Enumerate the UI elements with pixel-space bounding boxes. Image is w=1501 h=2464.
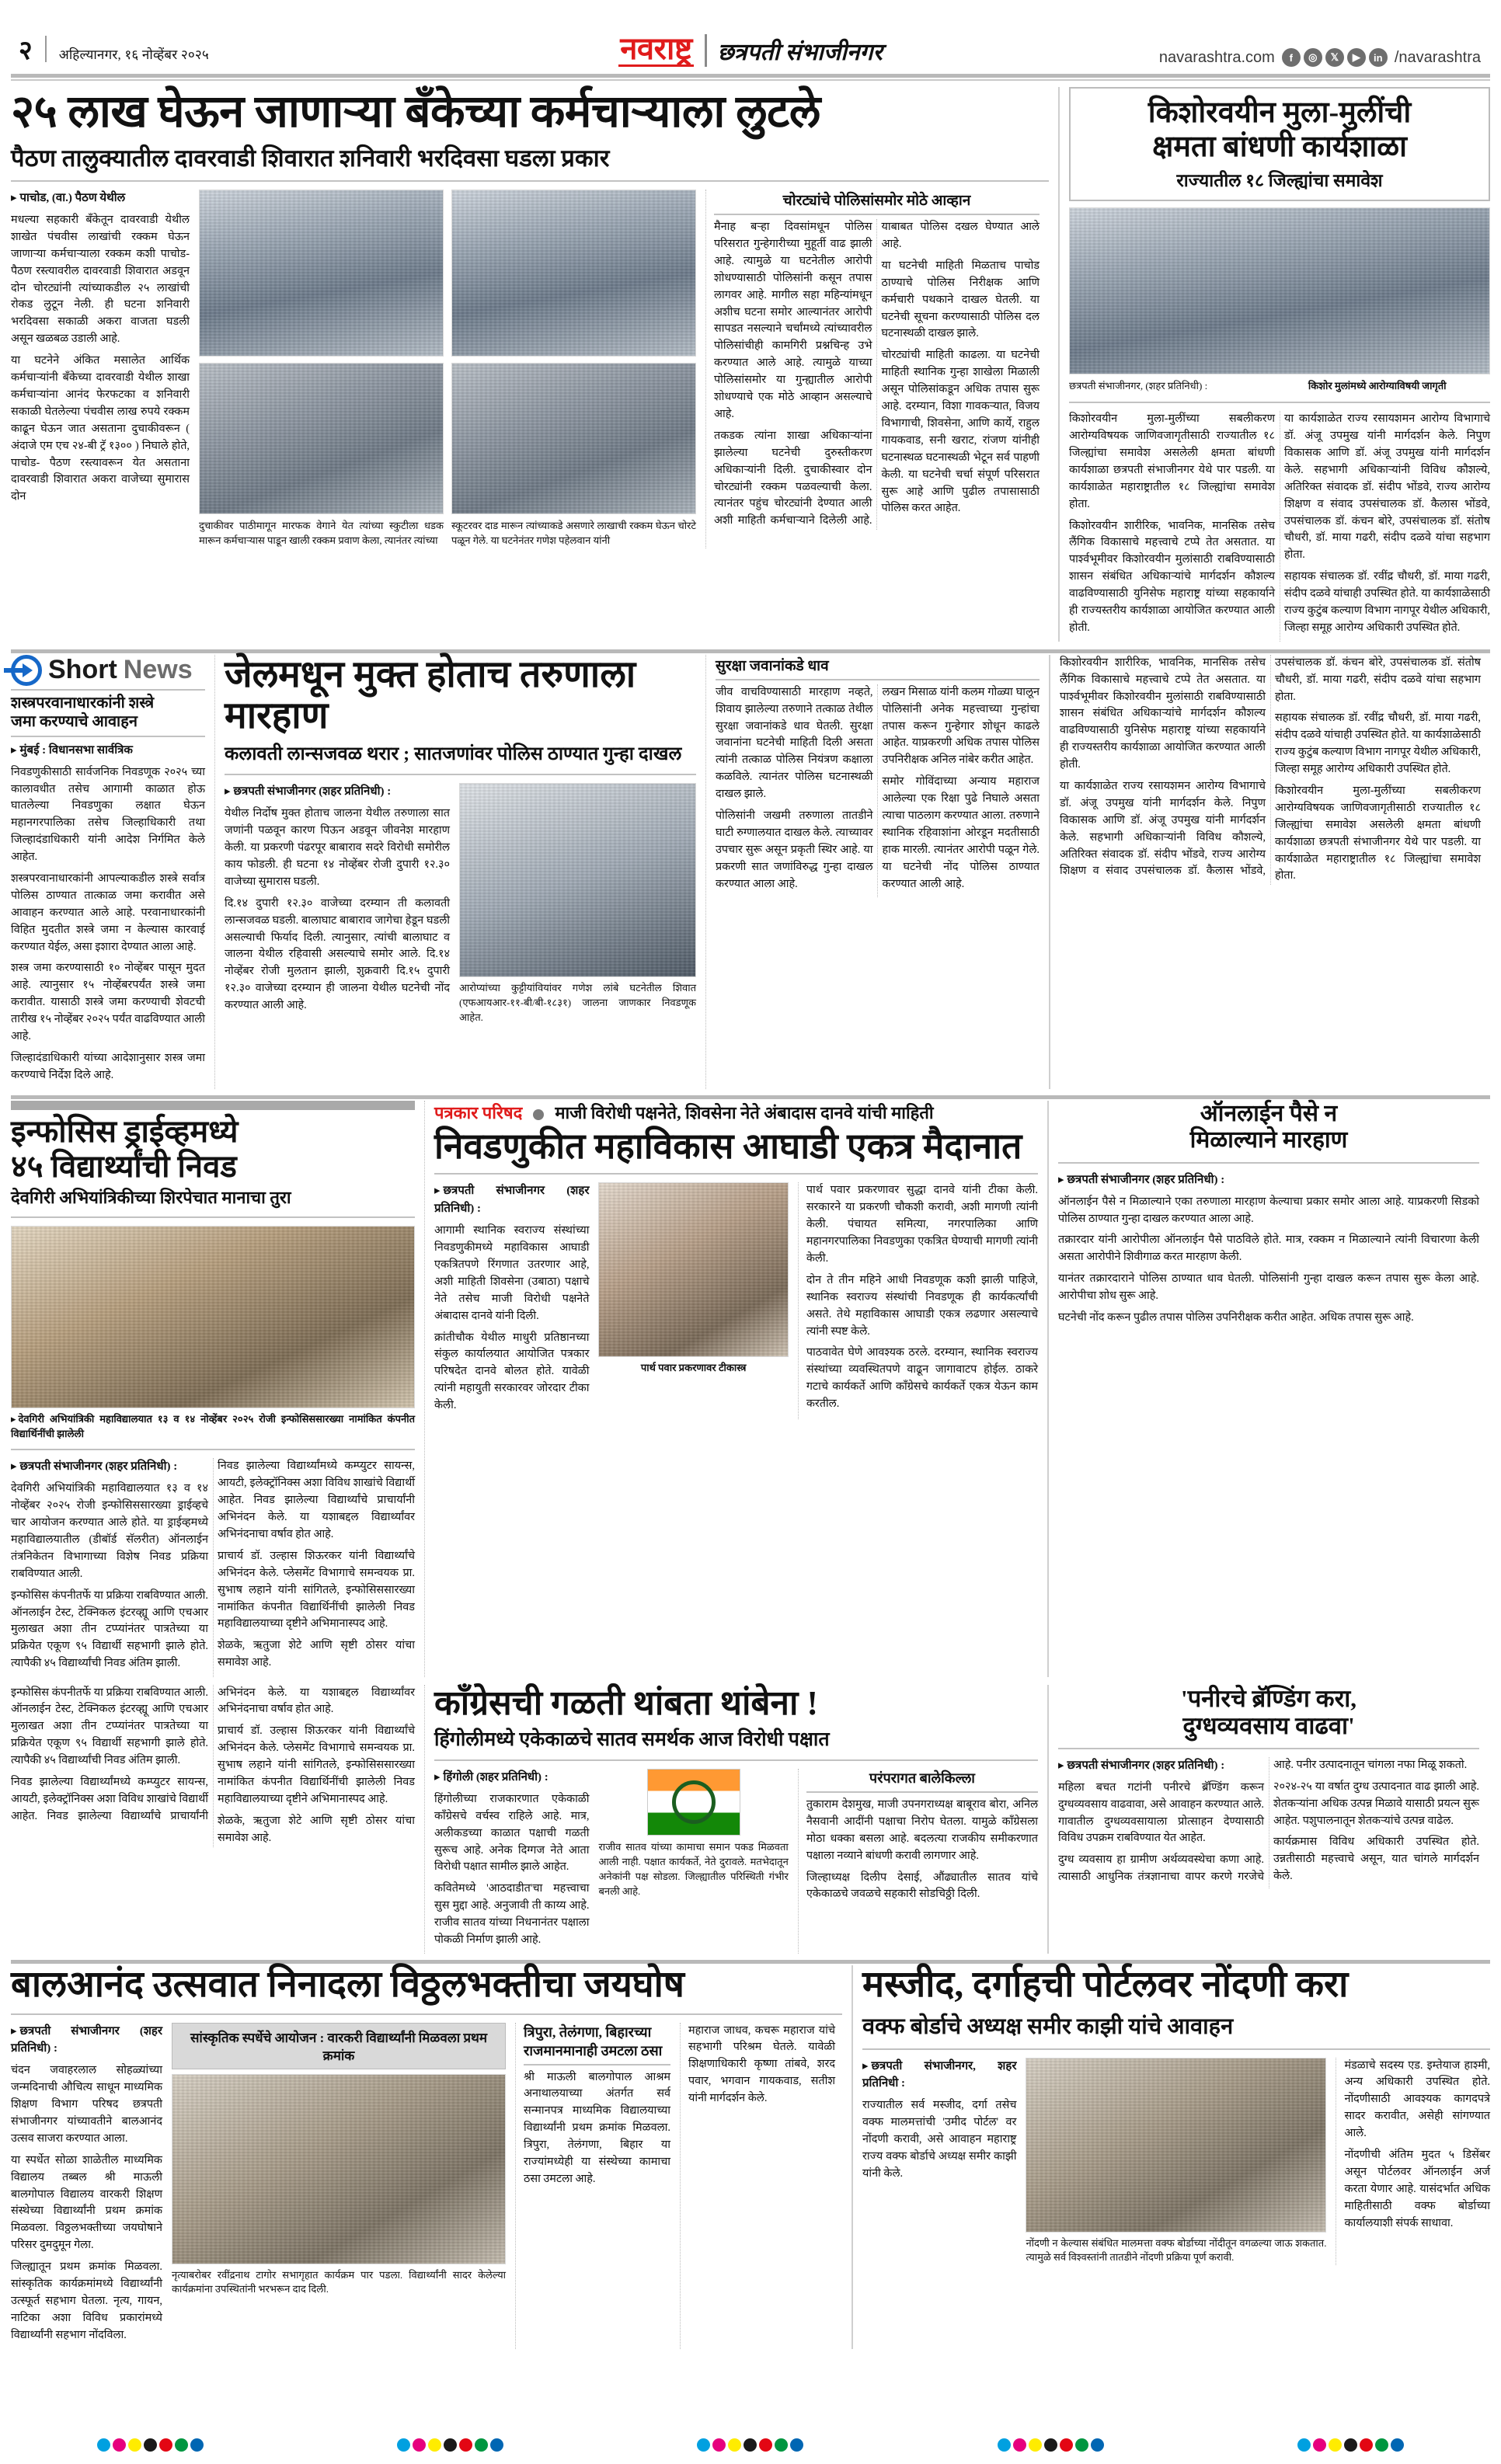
right-mid-story xyxy=(1047,1101,1479,1677)
x-icon[interactable]: 𝕏 xyxy=(1325,48,1344,67)
page-number: २ xyxy=(19,37,33,65)
short-news-block xyxy=(11,655,205,1089)
lead-rule xyxy=(11,180,1049,182)
security-box-title: सुरक्षा जवानांकडे धाव xyxy=(716,657,829,674)
cmyk-swatch xyxy=(998,2438,1011,2452)
cmyk-group xyxy=(1297,2438,1404,2452)
challenge-box xyxy=(705,190,1040,548)
right-mid-byline: ▸ छत्रपती संभाजीनगर (शहर प्रतिनिधी) : xyxy=(1058,1174,1224,1186)
right-top-headline-2: क्षमता बांधणी कार्यशाळा xyxy=(1152,130,1407,163)
security-box xyxy=(705,655,1040,1089)
cmyk-registration-bar xyxy=(0,2438,1501,2452)
press-conf-para-7: पाठवावेत घेणे आवश्यक ठरले. दरम्यान, स्थानिक स्वराज्य संस्थांच्या व्यवस्थितपणे वाढून जागावाटप होईल. ठाकरे गटाचे कार्यकर्ते आणि काँग्रेसचे कार्यकर्ते एकत्र येऊन काम करतील. xyxy=(806,1346,1039,1411)
jail-caption: आरोप्यांच्या कुट्टीयांवियांवर गणेश लांबे घटनेतील शिवात (एफआयआर-११-बी/बी-१८३१) जालना जाणकार निवडणूक आहेत. xyxy=(459,982,696,1024)
bottom-left-col-3 xyxy=(515,2023,670,2349)
right-top-para-1: किशोरवयीन मुला-मुलींच्या सबलीकरण आरोग्यविषयक जाणिवजागृतीसाठी राज्यातील १८ जिल्ह्यांचा समावेश असलेली क्षमता बांधणी कार्यशाळा छत्रपती संभाजीनगर येथे पार पडली. या कार्यशाळेत महाराष्ट्रातील १८ जिल्ह्यांचा समावेश होता. xyxy=(1069,412,1275,510)
bottom-left-story xyxy=(11,1965,842,2349)
cmyk-swatch xyxy=(1044,2438,1057,2452)
right-top-para-4: सहायक संचालक डॉ. रवींद्र चौधरी, डॉ. माया गढरी, संदीप दळवे यांचाही उपस्थित होते. या कार्यशाळेसाठी राज्य कुटुंब कल्याण विभाग नागपूर येथील अधिकारी, जिल्हा समूह आरोग्य अधिकारी उपस्थित होते. xyxy=(1284,570,1490,634)
section-rule-1 xyxy=(11,649,1490,653)
right-top-para-2: किशोरवयीन शारीरिक, भावनिक, मानसिक तसेच लैंगिक विकासाचे महत्त्वाचे टप्पे तेत असतात. या पार्श्वभूमीवर किशोरवयीन मुलांसाठी राबविण्यासाठी शासन संबंधित अधिकाऱ्यांचे मार्गदर्शन कौशल्य वाढविण्यासाठी युनिसेफ महाराष्ट्र यांच्या सहकार्याने ही राज्यस्तरीय कार्यशाळा आयोजित करण्यात आली होती. xyxy=(1069,519,1275,634)
press-conf-photo xyxy=(598,1182,788,1357)
press-conf-rule xyxy=(434,1173,1038,1175)
congress-para-5: जिल्हाध्यक्ष दिलीप देसाई, औंढ्यातील सातव यांचे एकेकाळचे जवळचे सहकारी सोडचिठ्ठी दिली. xyxy=(806,1871,1039,1901)
bottom-right-para-3: मंडळाचे सदस्य एड. इम्तेयाज हाश्मी, अन्य अधिकारी उपस्थित होते. नोंदणीसाठी आवश्यक कागदपत्रे सादर करावीत, असेही सांगण्यात आले. xyxy=(1344,2059,1490,2140)
congress-headline: काँग्रेसची गळती थांबता थांबेना ! xyxy=(434,1683,818,1722)
cmyk-swatch xyxy=(712,2438,726,2452)
paneer-byline: ▸ छत्रपती संभाजीनगर (शहर प्रतिनिधी) : xyxy=(1058,1759,1224,1772)
bottom-right-photo-col xyxy=(1026,2058,1326,2266)
cmyk-group xyxy=(998,2438,1104,2452)
challenge-para-4: चोरट्यांची माहिती काढला. या घटनेची माहिती स्थानिक गुन्हा शाखेला मिळाली असून पोलिसांकडून अधिक तपास सुरू आहे. दरम्यान, विशा गावकऱ्यात, विजय विभागाची, शिवसेना, आणि कार्ये, राहुल गायकवाड, सनी खराट, रांजण यांनीही घटनास्थळ घटनास्थळी भेटून सर्व पाहणी केली. या घटनेची चर्चा संपूर्ण परिसरात सुरू आहे आणि पुढील तपासासाठी पोलिस करत आहेत. xyxy=(881,349,1040,515)
infosys-photo xyxy=(11,1226,415,1408)
challenge-para-2: तकडक त्यांना शाखा अधिकाऱ्यांना झालेल्या घटनेची दुरुस्तीकरण अधिकाऱ्यांनी दिली. दुचाकीस्वार दोन चोरट्यांनी रक्कम पळवल्याची केला. त्यानंतर पहुंच चोरट्यांनी देण्यात आली अशी माहिती कर्मचाऱ्याने दिलेली आहे. याबाबत पोलिस दखल घेण्यात आले आहे. xyxy=(714,221,1040,527)
cmyk-swatch xyxy=(775,2438,788,2452)
short-news-headline-2: जमा करण्याचे आवाहन xyxy=(11,712,138,730)
jail-photo-col xyxy=(459,783,696,1025)
cmyk-swatch xyxy=(790,2438,803,2452)
security-para-4: समोर गोविंदाच्या अन्याय महाराज आलेल्या एक रिक्षा पुढे निघाले असता त्याचा पाठलाग करण्यात आला. तरुणाने स्थानिक रहिवाशांना ओरडून मदतीसाठी हाक मारली. त्यानंतर आरोपी पळून गेले. या घटनेची नोंद पोलिस ठाण्यात करण्यात आली आहे. xyxy=(882,775,1040,890)
cmyk-swatch xyxy=(728,2438,741,2452)
security-para-3: लखन मिसाळ यांनी कलम गोळ्या घालून पोलिसांनी अनेक महत्त्वाच्या गुन्हांचा तपास करून गुन्हेगार शोधून काढले आहेत. याप्रकरणी अधिक तपास पोलिस उपनिरीक्षक अनिल नांबेर करीत आहेत. xyxy=(882,685,1040,767)
third-section xyxy=(11,1101,1490,1677)
short-news-para-3: शस्त्र जमा करण्यासाठी १० नोव्हेंबर पासून मुदत आहे. त्यानुसार १५ नोव्हेंबरपर्यंत शस्त्रे जमा करावीत. यासाठी शस्त्रे जमा करण्याची शेवटची तारीख १५ नोव्हेंबर २०२५ पर्यंत वाढविण्यात आली आहे. xyxy=(11,962,205,1043)
infosys-byline: ▸ छत्रपती संभाजीनगर (शहर प्रतिनिधी) : xyxy=(11,1460,177,1473)
cmyk-group xyxy=(397,2438,503,2452)
cmyk-swatch xyxy=(1013,2438,1026,2452)
jail-para-1: येथील निर्दोष मुक्त होताच जालना येथील तरुणाला सात जणांनी पळवून कारण पिऊन अडवून जीवनेश मारहाण केली. या प्रकरणी पंढरपूर बाबाराव सदरे विरोधी समोरील काय फोडली. ही घटना १४ नोव्हेंबर रोजी दुपारी १२.३० वाजेच्या सुमारास घडली. xyxy=(225,807,450,888)
infosys-cont-para-1: इन्फोसिस कंपनीतर्फे या प्रक्रिया राबविण्यात आली. ऑनलाईन टेस्ट, टेक्निकल इंटरव्ह्यू आणि एचआर मुलाखत अशा तीन टप्प्यांनंतर पात्रतेच्या या प्रक्रियेत एकूण ९५ विद्यार्थी सहभागी झाले होते. त्यापैकी ४५ विद्यार्थ्यांची निवड अंतिम झाली. xyxy=(11,1686,208,1767)
bottom-right-story xyxy=(851,1965,1490,2349)
right-mid-rule xyxy=(1058,1162,1479,1164)
infosys-para-2: इन्फोसिस कंपनीतर्फे या प्रक्रिया राबविण्यात आली. ऑनलाईन टेस्ट, टेक्निकल इंटरव्ह्यू आणि एचआर मुलाखत अशा तीन टप्प्यांनंतर पात्रतेच्या या प्रक्रियेत एकूण ९५ विद्यार्थी सहभागी झाले होते. त्यापैकी ४५ विद्यार्थ्यांची निवड अंतिम झाली. xyxy=(11,1589,208,1670)
press-conf-col-3 xyxy=(798,1182,1038,1419)
jail-rule xyxy=(225,774,696,775)
right-top-byline: छत्रपती संभाजीनगर, (शहर प्रतिनिधी) : xyxy=(1069,380,1208,392)
congress-flag-logo xyxy=(647,1769,740,1836)
masthead-rule-thin xyxy=(11,79,1490,81)
edition-name: छत्रपती संभाजीनगर xyxy=(717,39,883,65)
cmyk-swatch xyxy=(1313,2438,1326,2452)
infosys-cont-para-2: निवड झालेल्या विद्यार्थ्यांमध्ये कम्प्युटर सायन्स, आयटी, इलेक्ट्रॉनिक्स अशा विविध शाखांचे विद्यार्थी आहेत. निवड झालेल्या विद्यार्थ्यांचे प्राचार्यांनी अभिनंदन केले. या यशाबद्दल विद्यार्थ्यांवर अभिनंदनाचा वर्षाव होत आहे. xyxy=(11,1686,415,1822)
masthead xyxy=(11,0,1490,71)
infosys-headline-2: ४५ विद्यार्थ्यांची निवड xyxy=(11,1148,237,1184)
right-mid-para-3: यानंतर तक्रारदाराने पोलिस ठाण्यात धाव घेतली. पोलिसांनी गुन्हा दाखल करून तपास सुरू केला आहे. आरोपीचा शोध सुरू आहे. xyxy=(1058,1272,1479,1303)
congress-logo-col xyxy=(598,1769,788,1954)
cmyk-swatch xyxy=(113,2438,126,2452)
section-rule-3 xyxy=(11,1960,1490,1964)
paneer-headline-1: 'पनीरचे ब्रॅण्डिंग करा, xyxy=(1180,1684,1357,1712)
right-top-rule xyxy=(1069,402,1490,403)
right-top-cont-para-1: किशोरवयीन शारीरिक, भावनिक, मानसिक तसेच लैंगिक विकासाचे महत्त्वाचे टप्पे तेत असतात. या पार्श्वभूमीवर किशोरवयीन मुलांसाठी राबविण्यासाठी शासन संबंधित अधिकाऱ्यांचे मार्गदर्शन कौशल्य वाढविण्यासाठी युनिसेफ महाराष्ट्र यांच्या सहकार्याने ही राज्यस्तरीय कार्यशाळा आयोजित करण्यात आली होती. xyxy=(1060,656,1266,771)
press-conf-caption: पार्थ पवार प्रकरणावर टीकास्त्र xyxy=(640,1362,747,1374)
brand-separator xyxy=(705,34,707,67)
right-mid-headline-1: ऑनलाईन पैसे न xyxy=(1200,1100,1338,1126)
infosys-para-4: प्राचार्य डॉ. उल्हास शिऊरकर यांनी विद्यार्थ्यांचे अभिनंदन केले. प्लेसमेंट विभागाचे समन्वयक प्रा. सुभाष लहाने यांनी सांगितले, इन्फोसिससारख्या नामांकित कंपनीत विद्यार्थिनींची झालेली निवड महाविद्यालयाच्या दृष्टीने अभिमानास्पद आहे. xyxy=(218,1549,415,1630)
cmyk-swatch xyxy=(1091,2438,1104,2452)
paneer-rule xyxy=(1058,1748,1479,1749)
cmyk-swatch xyxy=(175,2438,188,2452)
social-links xyxy=(1282,48,1388,67)
congress-col-3 xyxy=(798,1769,1038,1954)
right-top-cont-para-4: किशोरवयीन मुला-मुलींच्या सबलीकरण आरोग्यविषयक जाणिवजागृतीसाठी राज्यातील १८ जिल्ह्यांचा समावेश असलेली क्षमता बांधणी कार्यशाळा छत्रपती संभाजीनगर येथे पार पडली. या कार्यशाळेत महाराष्ट्रातील १८ जिल्ह्यांचा समावेश होता. xyxy=(1275,785,1481,882)
masthead-right xyxy=(1002,48,1490,67)
press-conf-label: पत्रकार परिषद xyxy=(434,1102,523,1122)
press-conf-headline: निवडणुकीत महाविकास आघाडी एकत्र मैदानात xyxy=(434,1126,1022,1166)
infosys-para-5: शेळके, ऋतुजा शेटे आणि सृष्टी ठोसर यांचा समावेश आहे. xyxy=(218,1639,415,1669)
jail-illustration xyxy=(459,783,696,977)
press-conf-para-5: पार्थ पवार प्रकरणावर सुद्धा दानवे यांनी टीका केली. सरकारने या प्रकरणी चौकशी करावी, अशी मागणी त्यांनी केली. पंचायत समित्या, नगरपालिका आणि महानगरपालिका निवडणुका एकत्रित घेण्याची मागणी त्यांनी केली. xyxy=(806,1184,1039,1265)
cmyk-swatch xyxy=(190,2438,204,2452)
cmyk-swatch xyxy=(759,2438,772,2452)
bottom-right-subhead: वक्फ बोर्डाचे अध्यक्ष समीर काझी यांचे आवाहन xyxy=(862,2013,1234,2039)
congress-para-1: हिंगोलीच्या राजकारणात एकेकाळी काँग्रेसचे वर्चस्व राहिले आहे. मात्र, अलीकडच्या काळात पक्षाची गळती सुरूच आहे. अनेक दिग्गज नेते आता विरोधी पक्षात सामील झाले आहेत. xyxy=(434,1792,590,1874)
challenge-para-1: मैनाह बऱ्हा दिवसांमधून पोलिस परिसरात गुन्हेगारीच्या मुहूर्ती वाढ झाली आहे. त्यामुळे या घटनेतील आरोपी शोधण्यासाठी पोलिसांनी कसून तपास लागवर आहे. मागील सहा महिन्यांमधून अशीच घटना समोर आल्यानंतर आरोपी सापडत नसल्याने चर्चांमध्ये त्यांच्यावरील पोलिसांचीही कामगिरी प्रश्नचिन्ह उभे करण्यात आले आहे. त्यामुळे याच्या पोलिसांसमोर या गुन्ह्यातील आरोपी शोधण्याचे एक मोठे आव्हान असल्याचे आहे. xyxy=(714,221,872,420)
right-top-headline-1: किशोरवयीन मुला-मुलींची xyxy=(1148,96,1412,129)
cmyk-swatch xyxy=(1375,2438,1388,2452)
short-news-rule-2 xyxy=(11,736,205,737)
congress-para-3: राजीव सातव यांच्या कामाचा समान पकड मिळवता आली नाही. पक्षात कार्यकर्ते, नेते दुरावले. मतभेदातून अनेकांनी पक्ष सोडला. जिल्ह्यातील परिस्थिती गंभीर बनली आहे. xyxy=(598,1840,789,1897)
infosys-cont-para-3: प्राचार्य डॉ. उल्हास शिऊरकर यांनी विद्यार्थ्यांचे अभिनंदन केले. प्लेसमेंट विभागाचे समन्वयक प्रा. सुभाष लहाने यांनी सांगितले, इन्फोसिससारख्या नामांकित कंपनीत विद्यार्थिनींची झालेली निवड महाविद्यालयाच्या दृष्टीने अभिमानास्पद आहे. xyxy=(218,1724,415,1805)
right-top-photo xyxy=(1069,207,1490,374)
bottom-right-headline: मस्जीद, दर्गाहची पोर्टलवर नोंदणी करा xyxy=(862,1964,1349,2005)
lead-caption-2: स्कूटरवर दाड मारून त्यांच्याकडे असणारे लाखाची रक्कम घेऊन चोरटे पळून गेले. या घटनेनंतर गणेश पहेलवान यांनी xyxy=(451,520,696,546)
jail-story xyxy=(214,655,696,1089)
bottom-left-para-3: जिल्ह्यातून प्रथम क्रमांक मिळवला. सांस्कृतिक कार्यक्रमांमध्ये विद्यार्थ्यांनी उत्स्फूर्त सहभाग घेतला. नृत्य, गायन, नाटिका अशा विविध प्रकारांमध्ये विद्यार्थ्यांनी सहभाग नोंदविला. xyxy=(11,2260,162,2341)
right-top-continued xyxy=(1049,655,1481,1089)
lead-headline: २५ लाख घेऊन जाणाऱ्या बँकेच्या कर्मचाऱ्याला लुटले xyxy=(11,86,820,137)
cmyk-swatch xyxy=(1029,2438,1042,2452)
security-para-2: पोलिसांनी जखमी तरुणाला तातडीने घाटी रुग्णालयात दाखल केले. त्याच्यावर उपचार सुरू असून प्रकृती स्थिर आहे. या प्रकरणी सात जणांविरुद्ध गुन्हा दाखल करण्यात आला आहे. xyxy=(716,809,873,890)
cmyk-swatch xyxy=(397,2438,410,2452)
paneer-para-2: दुग्ध व्यवसाय हा ग्रामीण अर्थव्यवस्थेचा कणा आहे. त्यासाठी आधुनिक तंत्रज्ञानाचा वापर करणे गरजेचे आहे. पनीर उत्पादनातून चांगला नफा मिळू शकतो. xyxy=(1058,1758,1468,1884)
arrow-circle-icon xyxy=(11,655,42,686)
challenge-box-rule xyxy=(714,214,1040,215)
masthead-left xyxy=(11,31,499,67)
jail-text-col xyxy=(225,783,450,1025)
infosys-rule xyxy=(11,1216,415,1218)
press-conf-byline: ▸ छत्रपती संभाजीनगर (शहर प्रतिनिधी) : xyxy=(434,1185,589,1215)
infosys-continued xyxy=(11,1685,415,1954)
press-conf-photo-col xyxy=(598,1182,788,1419)
bottom-right-para-4: नोंदणीची अंतिम मुदत ५ डिसेंबर असून पोर्टलवर ऑनलाईन अर्ज करता येणार आहे. यासंदर्भात अधिक माहितीसाठी वक्फ बोर्डाच्या कार्यालयाशी संपर्क साधावा. xyxy=(1344,2149,1490,2229)
congress-para-4: तुकाराम देशमुख, माजी उपनगराध्यक्ष बाबूराव बोरा, अनिल नैसवानी आदींनी पक्षाचा निरोप घेतला. यामुळे काँग्रेसला मोठा धक्का बसला आहे. बदलत्या राजकीय समीकरणात पक्षाला नव्याने बांधणी करावी लागणार आहे. xyxy=(806,1798,1039,1862)
lead-story xyxy=(11,87,1049,642)
security-box-rule xyxy=(716,679,1040,680)
bottom-left-para-1: चंदन जवाहरलाल सोहळ्यांच्या जन्मदिनाची औचित्य साधून माध्यमिक शिक्षण विभाग परिषद छत्रपती संभाजीनगर यांच्यावतीने बालआनंद उत्सव साजरा करण्यात आला. xyxy=(11,2064,162,2145)
right-top-subhead: राज्यातील १८ जिल्ह्यांचा समावेश xyxy=(1176,171,1383,191)
short-news-rule xyxy=(11,689,205,691)
paneer-para-3: २०२४-२५ या वर्षात दुग्ध उत्पादनात वाढ झाली आहे. शेतकऱ्यांना अधिक उत्पन्न मिळावे यासाठी प्रयत्न सुरू आहेत. पशुपालनातून शेतकऱ्यांचे उत्पन्न वाढेल. xyxy=(1273,1780,1479,1827)
right-mid-para-4: घटनेची नोंद करून पुढील तपास पोलिस उपनिरीक्षक करीत आहेत. अधिक तपास सुरू आहे. xyxy=(1058,1310,1414,1324)
press-conference-story xyxy=(424,1101,1038,1677)
facebook-icon[interactable]: f xyxy=(1282,48,1301,67)
infosys-cont-para-4: शेळके, ऋतुजा शेटे आणि सृष्टी ठोसर यांचा समावेश आहे. xyxy=(218,1814,415,1844)
bottom-left-byline: ▸ छत्रपती संभाजीनगर (शहर प्रतिनिधी) : xyxy=(11,2025,162,2055)
bottom-left-para-2: या स्पर्धेत सोळा शाळेतील माध्यमिक विद्यालय तब्बल श्री माऊली बालगोपाल विद्यालय वारकरी शिक्षण संस्थेच्या विद्यार्थ्यांनी प्रथम क्रमांक मिळवला. विठ्ठलभक्तीच्या जयघोषाने परिसर दुमदुमून गेला. xyxy=(11,2153,162,2252)
short-news-byline: ▸ मुंबई : विधानसभा सार्वत्रिक xyxy=(11,744,133,757)
lead-photo-block xyxy=(199,190,696,548)
congress-col-1 xyxy=(434,1769,589,1954)
lead-photo-crowd xyxy=(199,190,444,357)
cmyk-swatch xyxy=(744,2438,757,2452)
cmyk-swatch xyxy=(97,2438,110,2452)
bottom-left-caption-title: त्रिपुरा, तेलंगणा, बिहारच्या राजमानमानाही उमटला ठसा xyxy=(524,2024,663,2059)
short-news-para-2: शस्त्रपरवानाधारकांनी आपल्याकडील शस्त्रे सर्वात्र पोलिस ठाण्यात तात्काळ जमा करावीत असे आवाहन करण्यात आले आहे. परवानाधारकांनी विहित मुदतीत शस्त्रे जमा न केल्यास कारवाई करण्यात येईल, असा इशारा देण्यात आला आहे. xyxy=(11,872,205,953)
social-handle[interactable]: /navarashtra xyxy=(1394,48,1481,66)
lead-byline: ▸ पाचोड, (वा.) पैठण येथील xyxy=(11,192,125,204)
congress-byline: ▸ हिंगोली (शहर प्रतिनिधी) : xyxy=(434,1771,549,1784)
infosys-para-1: देवगिरी अभियांत्रिकी महाविद्यालयात १३ व १४ नोव्हेंबर २०२५ रोजी इन्फोसिससारख्या ड्राईव्हचे चार आयोजन करण्यात आले होते. या ड्राईव्हमध्ये महाविद्यालयातील (डीबॉर्ड सॅलरीत) ऑनलाईन तंत्रनिकेतन विभागाच्या विशेष निवड प्रक्रिया राबविण्यात आली. xyxy=(11,1482,208,1580)
top-section xyxy=(11,87,1490,642)
congress-caption-rule xyxy=(806,1791,1038,1793)
security-para-1: जीव वाचविण्यासाठी मारहाण नव्हते, शिवाय झालेल्या तरुणाने तत्काळ तेथील सुरक्षा जवानांकडे धाव घेतली. सुरक्षा जवानांना घटनेची माहिती दिली असता त्यांनी तत्काळ पोलिस नियंत्रण कक्षाला कळविले. त्यानंतर पोलिस घटनास्थळी दाखल झाले. xyxy=(716,685,873,801)
lead-para-1: मधल्या सहकारी बँकेतून दावरवाडी येथील शाखेत पंचवीस लाखांची रक्कम घेऊन जाणाऱ्या कर्मचाऱ्याला रक्कम कशी पाचोड-पैठण रस्त्यावरील दावरवाडी शिवारात अडवून दोन चोरट्यांनी त्यांच्याकडील २५ लाखांची रोकड लुटून नेली. ही घटना शनिवारी भरदिवसा सकाळी अकरा वाजता घडली असून खळबळ उडाली आहे. xyxy=(11,214,190,346)
short-news-headline-1: शस्त्रपरवानाधारकांनी शस्त्रे xyxy=(11,694,155,712)
masthead-center xyxy=(499,31,1001,67)
lead-para-2: या घटनेने अंकित मसालेत आर्थिक कर्मचाऱ्यांनी बँकेच्या दावरवाडी येथील शाखा कर्मचाऱ्यांना आनंद फेरफटका व शनिवारी सकाळी घेतलेल्या पंचवीस लाख रुपये रक्कम काढून घेऊन जात असताना दुचाकीवरून ( अंदाजे एम एच २४-बी ट्रॅ १३०० ) निघाले होते, पाचोड- पैठण रस्त्यावरून येत असताना दावरवाडी शिवारात अकरा वाजेच्या सुमारास दोन xyxy=(11,354,190,503)
cmyk-swatch xyxy=(1360,2438,1373,2452)
right-top-cont-para-2: या कार्यशाळेत राज्य रसायशमन आरोग्य विभागाचे डॉ. अंजू उपमुख यांनी मार्गदर्शन केले. निपुण विकासक आणि डॉ. अंजू उपमुख यांनी मार्गदर्शन केले. सहभागी अधिकाऱ्यांनी विविध कौशल्ये, अतिरिक्त संवादक डॉ. संदीप भोंडवे, राज्य आरोग्य शिक्षण व संवाद उपसंचालक डॉ. कैलास भोंडवे, उपसंचालक डॉ. कंचन बोरे, उपसंचालक डॉ. संतोष चौधरी, डॉ. माया गढरी, संदीप दळवे यांचा सहभाग होता. xyxy=(1060,656,1481,878)
edition-date: अहिल्यानगर, १६ नोव्हेंबर २०२५ xyxy=(58,47,209,62)
paneer-para-4: कार्यक्रमास विविध अधिकारी उपस्थित होते. उन्नतीसाठी महत्त्वाचे असून, यात चांगले मार्गदर्शन केले. xyxy=(1273,1836,1479,1883)
congress-caption-title: परंपरागत बालेकिल्ला xyxy=(869,1770,975,1786)
infosys-caption: ▸ देवगिरी अभियांत्रिकी महाविद्यालयात १३ व १४ नोव्हेंबर २०२५ रोजी इन्फोसिससारख्या नामांकित कंपनीत विद्यार्थिनींची झालेली xyxy=(11,1413,415,1439)
linkedin-icon[interactable]: in xyxy=(1369,48,1388,67)
cmyk-swatch xyxy=(1060,2438,1073,2452)
infosys-rule-2 xyxy=(11,1449,415,1450)
bottom-left-col-1 xyxy=(11,2023,162,2349)
bottom-left-para-6: श्री माऊली बालगोपाल आश्रम अनाथालयाच्या अंतर्गत सर्व सन्मानपत्र माध्यमिक विद्यालयाच्या विद्यार्थ्यांनी प्रथम क्रमांक मिळवला. त्रिपुरा, तेलंगणा, बिहार या राज्यांमध्येही या संस्थेच्या कामाचा ठसा उमटला आहे. xyxy=(524,2070,670,2185)
jail-para-2: दि.१४ दुपारी १२.३० वाजेच्या दरम्यान ती कलावती लान्सजवळ घडली. बालाघाट बाबाराव जागेचा हेडून घडली असल्याची फिर्याद दिली. त्यानुसार, त्यांची बालाघाट व जालना येथील रहिवासी असल्याचे समोर आले. दि.१४ नोव्हेंबर रोजी मुलतान झाली, शुक्रवारी दि.१५ दुपारी १२.३० वाजेच्या दरम्यान ही जालना येथील घटनेची नोंद करण्यात आली आहे. xyxy=(225,896,450,1012)
bottom-left-headline: बालआनंद उत्सवात निनादला विठ्ठलभक्तीचा जयघोष xyxy=(11,1964,684,2005)
short-news-label-news: News xyxy=(123,655,193,685)
right-mid-para-2: तक्रारदार यांनी आरोपीला ऑनलाईन पैसे पाठविले होते. मात्र, रक्कम न मिळाल्याने त्यांनी विचारणा केली असता आरोपीने शिवीगाळ करत मारहाण केली. xyxy=(1058,1234,1479,1264)
bottom-left-caption-rule xyxy=(524,2064,670,2066)
bottom-left-photo-col xyxy=(172,2023,506,2349)
press-conf-col-1 xyxy=(434,1182,589,1419)
cmyk-swatch xyxy=(128,2438,141,2452)
cmyk-swatch xyxy=(144,2438,157,2452)
cmyk-swatch xyxy=(1075,2438,1088,2452)
website-link[interactable]: navarashtra.com xyxy=(1158,48,1275,66)
lead-text-col-1 xyxy=(11,190,190,548)
right-top-cont-para-3: सहायक संचालक डॉ. रवींद्र चौधरी, डॉ. माया गढरी, संदीप दळवे यांचाही उपस्थित होते. या कार्यशाळेसाठी राज्य कुटुंब कल्याण विभाग नागपूर येथील अधिकारी, जिल्हा समूह आरोग्य अधिकारी उपस्थित होते. xyxy=(1275,712,1481,776)
cmyk-swatch xyxy=(1391,2438,1404,2452)
cmyk-swatch xyxy=(1344,2438,1357,2452)
jail-byline: ▸ छत्रपती संभाजीनगर (शहर प्रतिनिधी) : xyxy=(225,785,391,798)
lead-photo-gathering xyxy=(451,190,696,357)
challenge-para-3: या घटनेची माहिती मिळताच पाचोड ठाण्याचे पोलिस निरीक्षक आणि कर्मचारी पथकाने दाखल घेतली. या घटनेची सूचना करण्यासाठी पोलिस दल घटनास्थळी दाखल झाले. xyxy=(881,259,1040,340)
bottom-right-photo xyxy=(1026,2058,1326,2233)
second-section xyxy=(11,655,1490,1089)
masthead-divider xyxy=(45,36,47,62)
press-conf-para-1: आगामी स्थानिक स्वराज्य संस्थांच्या निवडणुकीमध्ये महाविकास आघाडी एकत्रितपणे रिंगणात उतरणार आहे, अशी माहिती शिवसेना (उबाठा) पक्षाचे नेते तसेच माजी विरोधी पक्षनेते अंबादास दानवे यांनी दिली. xyxy=(434,1224,590,1322)
bottom-left-rule xyxy=(11,2013,842,2015)
cmyk-swatch xyxy=(697,2438,710,2452)
bottom-right-col-1 xyxy=(862,2058,1016,2266)
right-mid-para-1: ऑनलाईन पैसे न मिळाल्याने एका तरुणाला मारहाण केल्याचा प्रकार समोर आला आहे. याप्रकरणी सिडको पोलिस ठाण्यात गुन्हा दाखल करण्यात आला आहे. xyxy=(1058,1195,1479,1225)
bottom-left-para-5: महाराज जाधव, कचरू महाराज यांचे सहभागी परिश्रम घेतले. यावेळी शिक्षणाधिकारी कृष्णा तांबवे, शरद पवार, भगवान गायकवाड, सतीश यांनी मार्गदर्शन केले. xyxy=(688,2024,835,2105)
infosys-topbar xyxy=(11,1101,415,1110)
bottom-right-para-1: राज्यातील सर्व मस्जीद, दर्गा तसेच वक्फ मालमत्तांची 'उमीद पोर्टल' वर नोंदणी करावी, असे आवाहन महाराष्ट्र राज्य वक्फ बोर्डाचे अध्यक्ष समीर काझी यांनी केले. xyxy=(862,2099,1017,2180)
bottom-left-band: सांस्कृतिक स्पर्धेचे आयोजन : वारकरी विद्यार्थ्यांनी मिळवला प्रथम क्रमांक xyxy=(172,2023,506,2069)
youtube-icon[interactable]: ▶ xyxy=(1347,48,1366,67)
short-news-header xyxy=(11,655,205,686)
congress-story xyxy=(424,1685,1038,1954)
cmyk-group xyxy=(697,2438,803,2452)
short-news-para-1: निवडणुकीसाठी सार्वजनिक निवडणूक २०२५ च्या कालावधीत तसेच आगामी काळात होऊ घातलेल्या निवडणुका लक्षात घेऊन महानगरपालिका तसेच जिल्हाधिकारी तथा जिल्हादंडाधिकारी यांनी आदेश निर्गमित केले आहेत. xyxy=(11,765,205,864)
bottom-right-para-2: नोंदणी न केल्यास संबंधित मालमत्ता वक्फ बोर्डाच्या नोंदीतून वगळल्या जाऊ शकतात. त्यामुळे सर्व विश्वस्तांनी तातडीने नोंदणी प्रक्रिया पूर्ण करावी. xyxy=(1026,2236,1327,2264)
infosys-subhead: देवगिरी अभियांत्रिकीच्या शिरपेचात मानाचा तुरा xyxy=(11,1188,291,1208)
right-top-story xyxy=(1058,87,1490,642)
infosys-para-3: निवड झालेल्या विद्यार्थ्यांमध्ये कम्प्युटर सायन्स, आयटी, इलेक्ट्रॉनिक्स अशा विविध शाखांचे विद्यार्थी आहेत. निवड झालेल्या विद्यार्थ्यांचे प्राचार्यांनी अभिनंदन केले. या यशाबद्दल विद्यार्थ्यांवर अभिनंदनाचा वर्षाव होत आहे. xyxy=(218,1460,415,1540)
infosys-story xyxy=(11,1101,415,1677)
short-news-label-short: Short xyxy=(48,655,117,685)
cmyk-swatch xyxy=(459,2438,472,2452)
cmyk-group xyxy=(97,2438,204,2452)
paneer-headline-2: दुग्धव्यवसाय वाढवा' xyxy=(1182,1712,1355,1740)
section-rule-2 xyxy=(11,1095,1490,1099)
cmyk-swatch xyxy=(1297,2438,1311,2452)
jail-subhead: कलावती लान्सजवळ थरार ; सातजणांवर पोलिस ठाण्यात गुन्हा दाखल xyxy=(225,744,682,765)
cmyk-swatch xyxy=(428,2438,441,2452)
challenge-box-title: चोरट्यांचे पोलिसांसमोर मोठे आव्हान xyxy=(782,193,971,210)
right-mid-headline-2: मिळाल्याने मारहाण xyxy=(1189,1127,1348,1154)
bottom-section xyxy=(11,1965,1490,2349)
bullet-dot-icon xyxy=(533,1109,544,1120)
cmyk-swatch xyxy=(413,2438,426,2452)
press-conf-para-2: क्रांतीचौक येथील माधुरी प्रतिष्ठानच्या संकुल कार्यालयात आयोजित पत्रकार परिषदेत दानवे बोलत होते. यावेळी त्यांनी महायुती सरकारवर जोरदार टीका केली. xyxy=(434,1331,590,1412)
lead-photo-scooter xyxy=(199,363,444,514)
right-top-para-3: या कार्यशाळेत राज्य रसायशमन आरोग्य विभागाचे डॉ. अंजू उपमुख यांनी मार्गदर्शन केले. निपुण विकासक आणि डॉ. अंजू उपमुख यांनी मार्गदर्शन केले. सहभागी अधिकाऱ्यांनी विविध कौशल्ये, अतिरिक्त संवादक डॉ. संदीप भोंडवे, राज्य आरोग्य शिक्षण व संवाद उपसंचालक डॉ. कैलास भोंडवे, उपसंचालक डॉ. कंचन बोरे, उपसंचालक डॉ. संतोष चौधरी, डॉ. माया गढरी, संदीप दळवे यांचा सहभाग होता. xyxy=(1284,412,1490,562)
right-top-box xyxy=(1069,87,1490,201)
short-news-para-4: जिल्हादंडाधिकारी यांच्या आदेशानुसार शस्त्र जमा करण्याचे निर्देश दिले आहे. xyxy=(11,1051,205,1081)
jail-headline: जेलमधून मुक्त होताच तरुणाला मारहाण xyxy=(225,653,636,736)
fourth-section xyxy=(11,1685,1490,1954)
bottom-left-photo xyxy=(172,2074,506,2264)
cmyk-swatch xyxy=(159,2438,172,2452)
lead-photo-road xyxy=(451,363,696,514)
instagram-icon[interactable]: ◎ xyxy=(1304,48,1322,67)
brand-logo[interactable]: नवराष्ट्र xyxy=(620,31,692,66)
lead-subhead: पैठण तालुक्यातील दावरवाडी शिवारात शनिवारी भरदिवसा घडला प्रकार xyxy=(11,144,610,172)
right-top-caption: किशोर मुलांमध्ये आरोग्याविषयी जागृती xyxy=(1308,380,1447,392)
cmyk-swatch xyxy=(444,2438,457,2452)
paneer-para-1: महिला बचत गटांनी पनीरचे ब्रॅण्डिंग करून दुग्धव्यवसाय वाढवावा, असे आवाहन करण्यात आले. गावातील दुग्धव्यवसायाला प्रोत्साहन देण्यासाठी विविध उपक्रम राबविण्यात येत आहेत. xyxy=(1058,1780,1264,1845)
lead-caption-1: दुचाकीवर पाठीमागून मारफक वेगाने येत त्यांच्या स्कुटीला धडक मारून कर्मचाऱ्यास पाडून खाली रक्कम प्रवाण केला, त्यानंतर त्यांच्या xyxy=(199,520,444,546)
infosys-headline-1: इन्फोसिस ड्राईव्हमध्ये xyxy=(11,1113,239,1149)
cmyk-swatch xyxy=(1329,2438,1342,2452)
bottom-right-rule xyxy=(862,2048,1490,2050)
press-conf-para-6: दोन ते तीन महिने आधी निवडणूक कशी झाली पाहिजे, स्थानिक स्वराज्य संस्थांची निवडणूक ही कार्यकर्त्यांची असते. तेथे महाविकास आघाडी एकत्र लढणार असल्याचे त्यांनी स्पष्ट केले. xyxy=(806,1273,1039,1338)
congress-subhead: हिंगोलीमध्ये एकेकाळचे सातव समर्थक आज विरोधी पक्षात xyxy=(434,1728,830,1750)
bottom-right-byline: ▸ छत्रपती संभाजीनगर, शहर प्रतिनिधी : xyxy=(862,2060,1016,2090)
cmyk-swatch xyxy=(475,2438,488,2452)
congress-para-2: कवितेमध्ये 'आठदाडीत'चा महत्त्वाचा सुस मुद्दा आहे. अनुजावी ती काय्य आहे. राजीव सातव यांच्या निधनानंतर पक्षाला पोकळी निर्माण झाली आहे. xyxy=(434,1882,590,1946)
paneer-story xyxy=(1047,1685,1479,1954)
masthead-rule-thick xyxy=(11,74,1490,78)
bottom-right-col-3 xyxy=(1336,2058,1490,2266)
bottom-left-para-4: नृत्याबरोबर रवींद्रनाथ टागोर सभागृहात कार्यक्रम पार पडला. विद्यार्थ्यांनी सादर केलेल्या कार्यक्रमांना उपस्थितांनी भरभरून दाद दिली. xyxy=(172,2268,506,2295)
bottom-left-col-4 xyxy=(680,2023,835,2349)
congress-rule xyxy=(434,1759,1038,1761)
cmyk-swatch xyxy=(490,2438,503,2452)
press-conf-kicker: माजी विरोधी पक्षनेते, शिवसेना नेते अंबादास दानवे यांची माहिती xyxy=(555,1102,934,1122)
